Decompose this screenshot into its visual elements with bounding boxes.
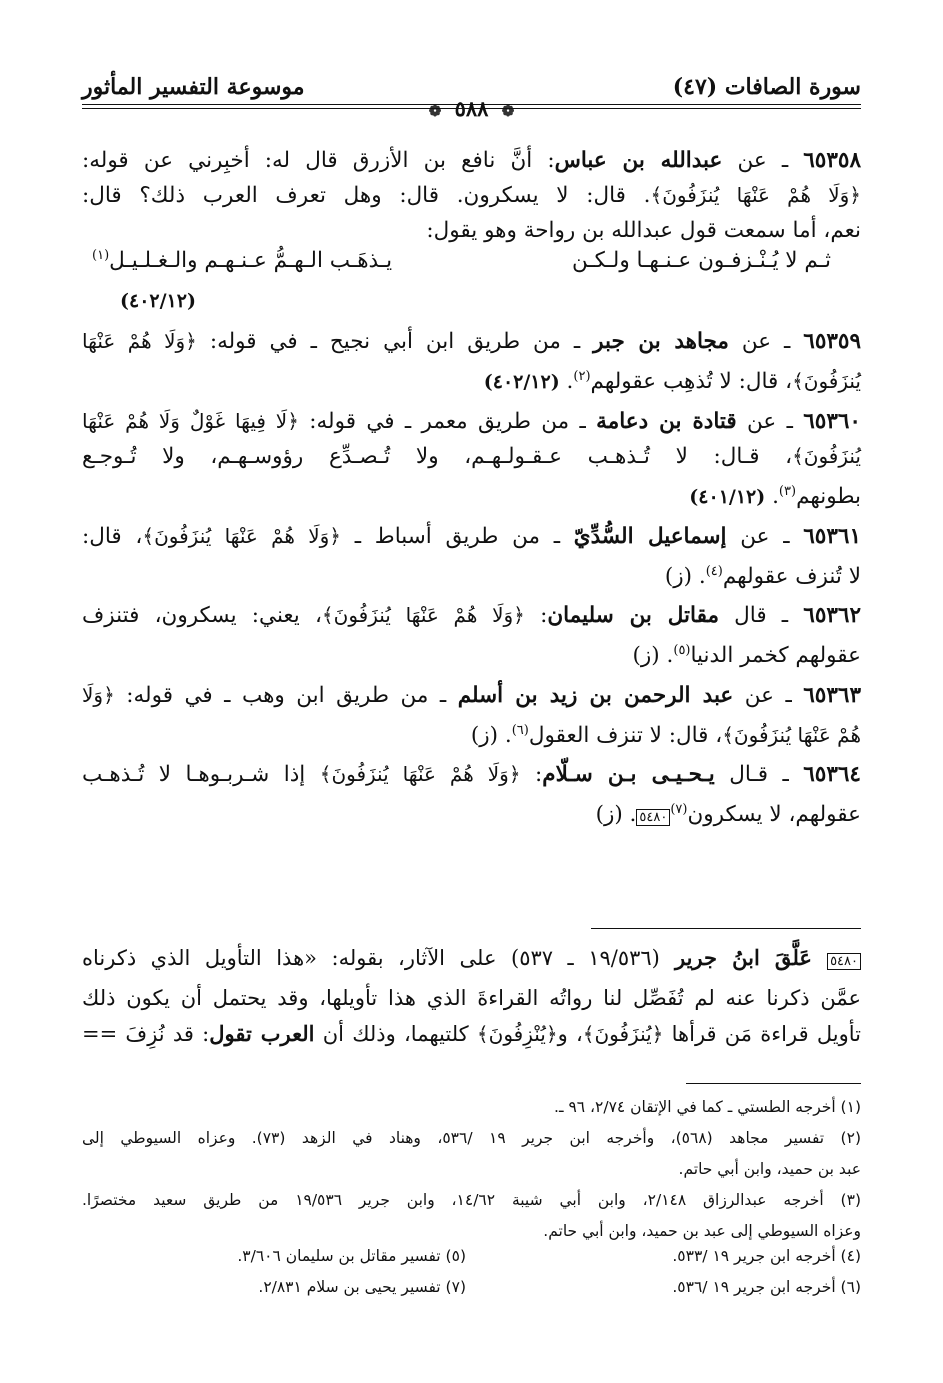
text-segment: . قال: لا يسكرون. قال: وهل تعرف العرب ذلك؟ قال:	[82, 183, 651, 208]
footnote: (٧) تفسير يحيى بن سلام ٢/٨٣١.	[258, 1278, 466, 1296]
narrator-name: يـحـيـى بـن سـلّام	[542, 761, 715, 787]
text-line	[82, 713, 861, 753]
book-title: موسوعة التفسير المأثور	[82, 74, 305, 100]
entry-number: ٦٥٣٥٩	[803, 329, 862, 354]
volume-reference: (٤٠١/١٢)	[689, 486, 766, 509]
text-segment: ـ قال	[718, 603, 804, 629]
commentary-ref-box: ٥٤٨٠	[636, 809, 670, 826]
text-segment: ، قال: لا تنزف العقول	[528, 722, 723, 748]
text-segment: .	[765, 484, 779, 510]
quran-verse: ﴿وَلَا هُمْ عَنْهَا يُنزَفُونَ﴾	[319, 761, 521, 786]
text-segment: ـ قـال	[714, 761, 804, 787]
footnote: (١) أخرجه الطستي ـ كما في الإتقان ٢/٧٤، ٩٦ ـ.	[554, 1098, 861, 1116]
text-segment: :	[524, 603, 548, 629]
text-segment: :	[520, 761, 543, 787]
footnote: (٥) تفسير مقاتل بن سليمان ٣/٦٠٦.	[237, 1247, 466, 1265]
text-segment: . (ز)	[632, 643, 674, 669]
text-segment: .	[559, 369, 574, 395]
text-line	[82, 359, 861, 400]
text-segment: ، قال: لا تُذهِب عقولهم	[590, 369, 793, 395]
footnote: (٢) تفسير مجاهد (٥٦٨)، وأخرجه ابن جرير ١٩ /٥٣٦، وهناد في الزهد (٧٣). وعزاه السيوطي إلى	[82, 1129, 861, 1147]
header-rule	[82, 108, 861, 109]
text-line	[82, 598, 861, 633]
entry-number: ٦٥٣٦٠	[803, 409, 861, 435]
text-line	[82, 439, 861, 474]
text-line	[82, 404, 861, 439]
footnote-mark: (٢)	[573, 369, 591, 384]
narration-entry	[82, 324, 861, 400]
text-segment: ـ من طريق ابن وهب ـ في قوله:	[114, 682, 458, 708]
text-segment: ـ عن	[728, 329, 804, 354]
narrator-name: إسماعيل السُّدِّيّ	[573, 524, 727, 550]
commentary	[82, 940, 861, 1052]
text-segment: ـ عن	[736, 409, 804, 435]
text-segment: . (ز)	[470, 722, 512, 748]
text-line	[82, 474, 861, 515]
footnote-mark: (٣)	[778, 484, 797, 500]
entry-number: ٦٥٣٦١	[803, 524, 861, 550]
text-segment: عقولهم كخمر الدنيا	[690, 643, 861, 669]
commentary-separator	[591, 928, 861, 929]
text-line	[82, 980, 861, 1016]
page-number: ٥٨٨	[454, 96, 489, 121]
text-line	[82, 213, 861, 248]
text-segment: ـ من طريق ابن أبي نجيح ـ في قوله:	[196, 329, 594, 354]
footnote: وعزاه السيوطي إلى عبد بن حميد، وابن أبي حاتم.	[543, 1222, 861, 1240]
text-segment: بطونهم	[796, 484, 861, 510]
ornament-icon: ❁	[428, 102, 442, 120]
footnote-mark: (١)	[92, 248, 110, 263]
text-line	[82, 792, 861, 835]
text-segment: تأويل قراءة مَن قرأها	[663, 1022, 862, 1046]
footnote: (٣) أخرجه عبدالرزاق ٢/١٤٨، وابن أبي شيبة ١٤/٦٢، وابن جرير ١٩/٥٣٦ من طريق سعيد مختصرًا.	[82, 1191, 861, 1209]
quran-verse: ﴿وَلَا هُمْ عَنْهَا	[82, 329, 197, 353]
poem-verse	[82, 248, 861, 290]
footnote-mark: (٤)	[705, 564, 723, 580]
text-segment: ، قال:	[82, 524, 143, 550]
text-segment: ـ من طريق معمر ـ في قوله:	[298, 409, 597, 435]
footnote-row	[82, 1278, 861, 1309]
footnote-mark: (٥)	[673, 643, 691, 659]
narrator-name: مجاهد بن جبر	[593, 329, 729, 354]
text-line	[82, 554, 861, 594]
narration-entry	[82, 404, 861, 515]
text-segment: ـ عن	[722, 148, 804, 173]
text-line	[82, 757, 861, 792]
text-line	[82, 1016, 861, 1052]
text-line	[82, 519, 861, 554]
narrator-name: مقاتل بن سليمان	[547, 603, 719, 629]
quran-verse: يُنزَفُونَ﴾	[792, 369, 861, 394]
footnote-separator	[686, 1083, 861, 1084]
volume-reference: (٤٠٢/١٢)	[483, 371, 560, 394]
narration-entry	[82, 757, 861, 835]
text-line	[82, 678, 861, 713]
text-line	[82, 324, 861, 359]
text-segment: كلتيهما، وذلك أن	[314, 1022, 477, 1046]
quran-verse: ﴿يُنزَفُونَ﴾	[582, 1022, 664, 1046]
text-segment: ، يعني: يسكرون، فتنزف	[82, 603, 322, 629]
entry-number: ٦٥٣٦٢	[803, 603, 862, 629]
commentary-ref-box: ٥٤٨٠	[827, 953, 861, 970]
poem-hemistich: ثـم لا يُـنْـزفـون عـنـهـا ولـكـن	[571, 248, 831, 273]
narrator-name: عبد الرحمن بن زيد بن أسلم	[457, 682, 734, 708]
text-line	[82, 178, 861, 213]
text-segment: ـ عن	[733, 682, 804, 708]
main-text	[82, 143, 861, 839]
volume-reference: (٤٠٢/١٢)	[120, 290, 196, 312]
text-line	[82, 143, 861, 178]
narrator-name: عبدالله بن عباس	[554, 148, 723, 173]
text-segment: ، و	[557, 1022, 583, 1046]
quran-verse: ﴿وَلَا هُمْ عَنْهَا يُنزَفُونَ﴾	[650, 183, 861, 207]
quran-verse: ﴿وَلَا هُمْ عَنْهَا يُنزَفُونَ﴾	[321, 603, 525, 628]
text-segment: يـذهَـب الـهـمُّ عـنـهـم والـغـلـيـل	[109, 248, 393, 274]
quran-verse: يُنزَفُونَ﴾	[792, 444, 861, 469]
narration-entry	[82, 519, 861, 594]
narrator-name: قتادة بن دعامة	[596, 409, 737, 435]
text-segment: ـ عن	[726, 524, 804, 550]
narration-entry	[82, 143, 861, 320]
quran-verse: هُمْ عَنْهَا يُنزَفُونَ﴾	[722, 722, 861, 747]
narration-entry	[82, 598, 861, 673]
footnote-mark: (٧)	[670, 801, 688, 817]
text-segment: نعم، أما سمعت قول عبدالله بن رواحة وهو يقول:	[426, 218, 861, 243]
ornament-icon: ❁	[501, 102, 515, 120]
footnote-mark: (٦)	[511, 722, 529, 738]
footnote: (٦) أخرجه ابن جرير ١٩ /٥٣٦.	[672, 1278, 861, 1296]
poem-hemistich	[92, 248, 392, 273]
text-segment: ـ من طريق أسباط ـ	[341, 524, 574, 550]
text-segment: . (ز)	[595, 801, 637, 827]
footnotes	[82, 1092, 861, 1309]
footnote: (٤) أخرجه ابن جرير ١٩ /٥٣٣.	[672, 1247, 861, 1265]
emphasis-text: العرب تقول	[209, 1021, 315, 1046]
text-line	[82, 940, 861, 980]
text-segment: : قد نُزِفَ ==	[82, 1022, 210, 1046]
text-segment: لا تُنزف عقولهم	[722, 564, 861, 590]
text-segment: : أنَّ نافع بن الأزرق قال له: أخبِرني عن قوله:	[82, 148, 555, 173]
text-segment: . (ز)	[664, 564, 706, 590]
text-segment: (١٩/٥٣٦ ـ ٥٣٧) على الآثار، بقوله: «هذا التأويل الذي ذكرناه	[82, 946, 660, 970]
quran-verse: ﴿لَا فِيهَا غَوْلٌ وَلَا هُمْ عَنْهَا	[82, 409, 299, 434]
quran-verse: ﴿يُنْزِفُونَ﴾	[476, 1022, 558, 1046]
quran-verse: ﴿وَلَا	[82, 682, 115, 707]
footnote: عبد بن حميد، وابن أبي حاتم.	[678, 1160, 861, 1178]
text-segment: عقولهم، لا يسكرون	[687, 801, 861, 827]
text-segment: ، قـال: لا تُـذهـب عـقـولـهـم، ولا تُـصـدِّع رؤوسـهـم، ولا تُـوجـع	[82, 444, 793, 470]
narration-entry	[82, 678, 861, 753]
header-rule	[82, 104, 861, 105]
entry-number: ٦٥٣٦٣	[803, 682, 861, 708]
footnote-row	[82, 1247, 861, 1278]
quran-verse: ﴿وَلَا هُمْ عَنْهَا يُنزَفُونَ﴾	[142, 524, 342, 549]
surah-title: سورة الصافات (٤٧)	[672, 74, 861, 100]
scholar-name: عَلَّقَ ابنُ جرير	[659, 945, 828, 970]
entry-number: ٦٥٣٥٨	[803, 148, 861, 173]
text-line	[82, 633, 861, 673]
text-segment: إذا شـربـوهـا لا تُـذهـب	[82, 761, 320, 787]
entry-number: ٦٥٣٦٤	[803, 761, 861, 787]
text-segment: عمَّن ذكرنا عنه لم تُفَصِّل لنا رواتُه القراءةَ الذي هذا تأويلها، وقد يحتمل أن يكون ذلك	[82, 986, 861, 1010]
